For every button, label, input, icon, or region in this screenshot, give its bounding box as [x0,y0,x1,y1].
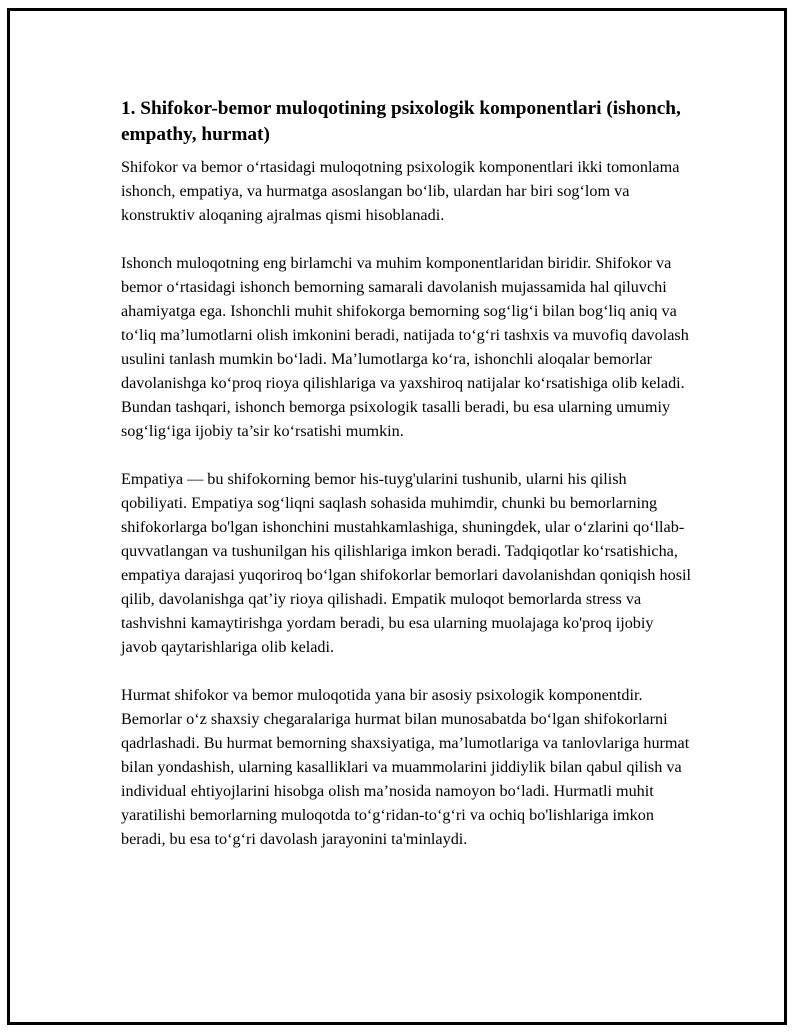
paragraph-respect: Hurmat shifokor va bemor muloqotida yana bir asosiy psixologik komponentdir. Bemorlar o‘z shaxsiy chegaralariga hurmat bilan munosabatda bo‘lgan shifokorlarni qadrlashadi. Bu hurmat bemorning shaxsiyatiga, ma’lumotlariga va tanlovlariga hurmat bilan yondashish, ularning kasalliklari va muammolarini jiddiylik bilan qabul qilish va individual ehtiyojlarini hisobga olish ma’nosida namoyon bo‘ladi. Hurmatli muhit yaratilishi bemorlarning muloqotda to‘g‘ridan-to‘g‘ri va ochiq bo'lishlariga imkon beradi, bu esa to‘g‘ri davolash jarayonini ta'minlaydi. [121,686,690,848]
paragraph-intro: Shifokor va bemor o‘rtasidagi muloqotning psixologik komponentlari ikki tomonlama ishonch, empatiya, va hurmatga asoslangan bo‘lib, ulardan har biri sog‘lom va konstruktiv aloqaning ajralmas qismi hisoblanadi. [121,158,680,224]
document-title: 1. Shifokor-bemor muloqotining psixologik komponentlari (ishonch, empathy, hurmat) [121,98,681,145]
paragraph-trust: Ishonch muloqotning eng birlamchi va muhim komponentlaridan biridir. Shifokor va bemor o‘rtasidagi ishonch bemorning samarali davolanish mujassamida hal qiluvchi ahamiyatga ega. Ishonchli muhit shifokorga bemorning sog‘lig‘i bilan bog‘liq aniq va to‘liq ma’lumotlarni olish imkonini beradi, natijada to‘g‘ri tashxis va muvofiq davolash usulini tanlash mumkin bo‘ladi. Ma’lumotlarga ko‘ra, ishonchli aloqalar bemorlar davolanishga ko‘proq rioya qilishlariga va yaxshiroq natijalar ko‘rsatishiga olib keladi. Bundan tashqari, ishonch bemorga psixologik tasalli beradi, bu esa ularning umumiy sog‘lig‘iga ijobiy ta’sir ko‘rsatishi mumkin. [121,254,689,440]
paragraph-empathy: Empatiya — bu shifokorning bemor his-tuyg'ularini tushunib, ularni his qilish qobiliyati. Empatiya sog‘liqni saqlash sohasida muhimdir, chunki bu bemorlarning shifokorlarga bo'lgan ishonchini mustahkamlashiga, shuningdek, ular o‘zlarini qo‘llab-quvvatlangan va tushunilgan his qilishlariga imkon beradi. Tadqiqotlar ko‘rsatishicha, empatiya darajasi yuqoriroq bo‘lgan shifokorlar bemorlari davolanishdan qoniqish hosil qilib, davolanishga qat’iy rioya qilishadi. Empatik muloqot bemorlarda stress va tashvishni kamaytirishga yordam beradi, bu esa ularning muolajaga ko'proq ijobiy javob qaytarishlariga olib keladi. [121,470,692,656]
page-frame [7,8,787,1025]
document-body [121,96,693,875]
